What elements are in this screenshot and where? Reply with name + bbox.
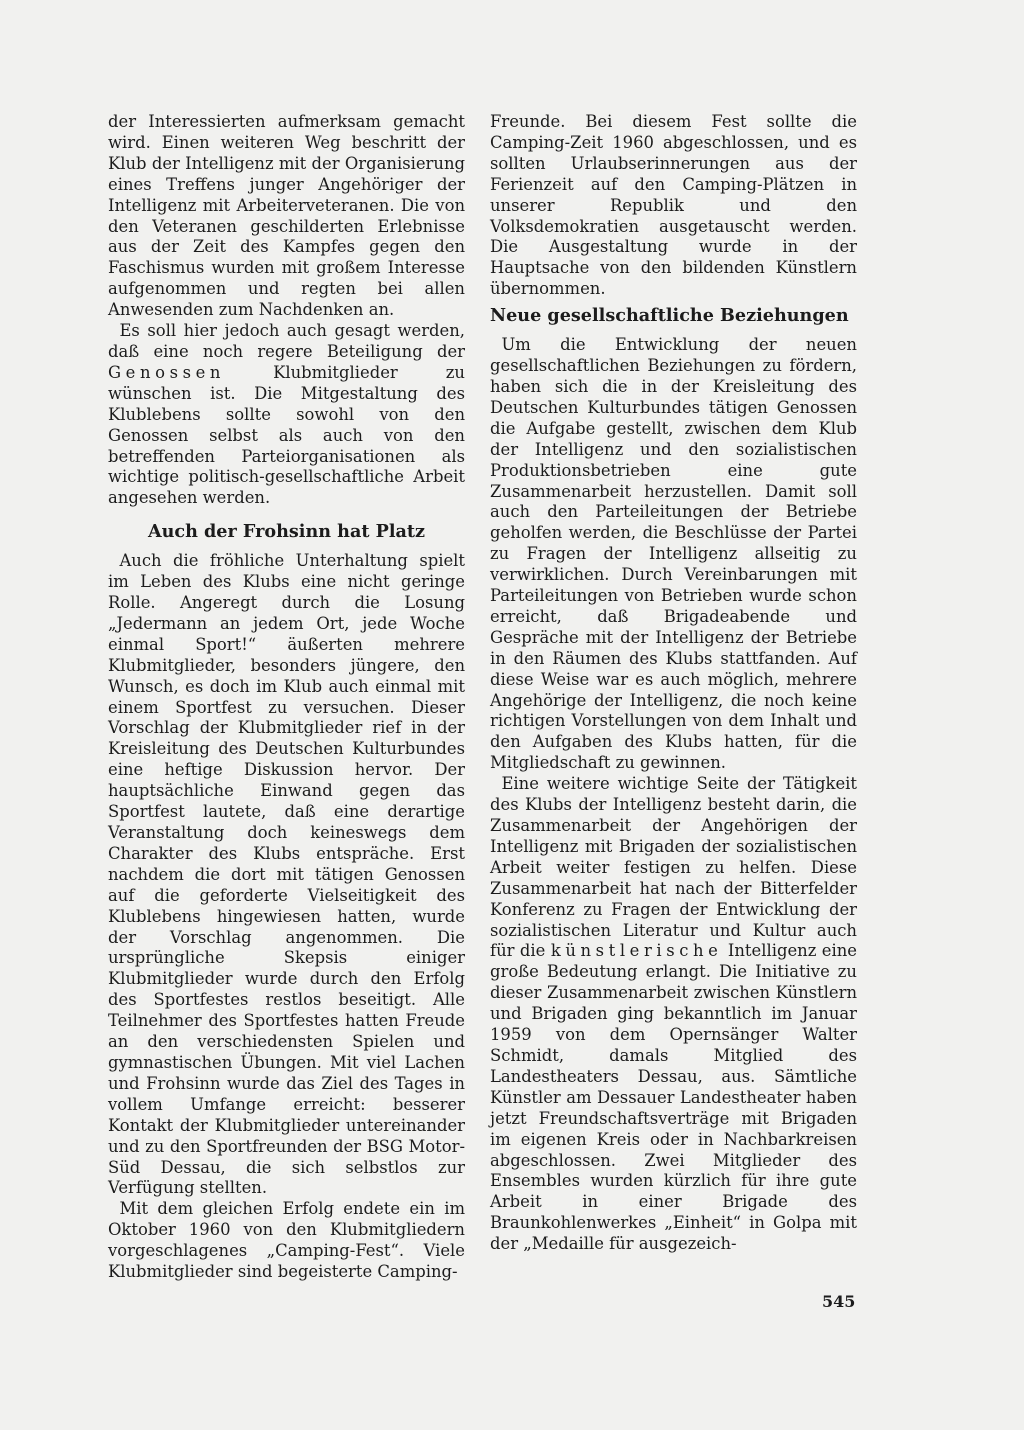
spaced-word: künstlerische (550, 941, 723, 961)
left-column (108, 112, 465, 1283)
paragraph: Auch die fröhliche Unterhaltung spielt im Leben des Klubs eine nicht geringe Rolle. Angeregt durch die Losung „Jedermann an jedem Ort, jede Woche einmal Sport!“ äußerten mehrere Klubmitglieder, besonders jüngere, den Wunsch, es doch im Klub auch einmal mit einem Sportfest zu versuchen. Dieser Vorschlag der Klubmitglieder rief in der Kreisleitung des Deutschen Kulturbundes eine heftige Diskussion hervor. Der hauptsächliche Einwand gegen das Sportfest lautete, daß eine derartige Veranstaltung doch keineswegs dem Charakter des Klubs entspräche. Erst nachdem die dort mit tätigen Genossen auf die geforderte Vielseitigkeit des Klublebens hingewiesen hatten, wurde der Vorschlag angenommen. Die ursprüngliche Skepsis einiger Klubmitglieder wurde durch den Erfolg des Sportfestes restlos beseitigt. Alle Teilnehmer des Sportfestes hatten Freude an den verschiedensten Spielen und gymnastischen Übungen. Mit viel Lachen und Frohsinn wurde das Ziel des Tages in vollem Umfange erreicht: besserer Kontakt der Klubmitglieder untereinander und zu den Sportfreunden der BSG Motor-Süd Dessau, die sich selbstlos zur Verfügung stellten. (108, 551, 465, 1198)
spaced-word: Genossen (108, 362, 226, 382)
paragraph-text: Es soll hier jedoch auch gesagt werden, daß eine noch regere Beteiligung der (108, 321, 465, 361)
paragraph-text: Intelligenz eine große Bedeutung erlangt. Die Initiative zu dieser Zusammenarbeit zwischen Künstlern und Brigaden ging bekanntlich im Januar 1959 von dem Opernsänger Walter Schmidt, damals Mitglied des Landestheaters Dessau, aus. Sämtliche Künstler am Dessauer Landestheater haben jetzt Freundschaftsverträge mit Brigaden im eigenen Kreis oder in Nachbarkreisen abgeschlossen. Zwei Mitglieder des Ensembles wurden kürzlich für ihre gute Arbeit in einer Brigade des Braunkohlenwerkes „Einheit“ in Golpa mit der „Medaille für ausgezeich- (490, 941, 857, 1254)
paragraph-text: Eine weitere wichtige Seite der Tätigkeit des Klubs der Intelligenz besteht darin, die Zusammenarbeit der Angehörigen der Intelligenz mit Brigaden der sozialistischen Arbeit weiter festigen zu helfen. Diese Zusammenarbeit hat nach der Bitterfelder Konferenz zu Fragen der Entwicklung der sozialistischen Literatur und Kultur auch für die (490, 774, 857, 961)
section-heading: Neue gesellschaftliche Beziehungen (490, 305, 849, 327)
paragraph: Mit dem gleichen Erfolg endete ein im Oktober 1960 von den Klubmitgliedern vorgeschlagenes „Camping-Fest“. Viele Klubmitglieder sind begeisterte Camping- (108, 1199, 465, 1282)
paragraph-text: Klubmitglieder zu wünschen ist. Die Mitgestaltung des Klublebens sollte sowohl von den Genossen selbst als auch von den betreffenden Parteiorganisationen als wichtige politisch-gesellschaftliche Arbeit angesehen werden. (108, 362, 465, 508)
section-heading: Auch der Frohsinn hat Platz (147, 521, 426, 543)
paragraph (108, 321, 465, 509)
page-number: 545 (822, 1292, 856, 1311)
paragraph: Freunde. Bei diesem Fest sollte die Camping-Zeit 1960 abgeschlossen, und es sollten Urlaubserinnerungen aus der Ferienzeit auf den Camping-Plätzen in unserer Republik und den Volksdemokratien ausgetauscht werden. Die Ausgestaltung wurde in der Hauptsache von den bildenden Künstlern übernommen. (490, 112, 857, 299)
paragraph: der Interessierten aufmerksam gemacht wird. Einen weiteren Weg beschritt der Klub der Intelligenz mit der Organisierung eines Treffens junger Angehöriger der Intelligenz mit Arbeiterveteranen. Die von den Veteranen geschilderten Erlebnisse aus der Zeit des Kampfes gegen den Faschismus wurden mit großem Interesse aufgenommen und regten bei allen Anwesenden zum Nachdenken an. (108, 112, 465, 320)
right-column (490, 112, 857, 1255)
paragraph (490, 774, 857, 1255)
paragraph: Um die Entwicklung der neuen gesellschaftlichen Beziehungen zu fördern, haben sich die in der Kreisleitung des Deutschen Kulturbundes tätigen Genossen die Aufgabe gestellt, zwischen dem Klub der Intelligenz und den sozialistischen Produktionsbetrieben eine gute Zusammenarbeit herzustellen. Damit soll auch den Parteileitungen der Betriebe geholfen werden, die Beschlüsse der Partei zu Fragen der Intelligenz allseitig zu verwirklichen. Durch Vereinbarungen mit Parteileitungen von Betrieben wurde schon erreicht, daß Brigadeabende und Gespräche mit der Intelligenz der Betriebe in den Räumen des Klubs stattfanden. Auf diese Weise war es auch möglich, mehrere Angehörige der Intelligenz, die noch keine richtigen Vorstellungen von dem Inhalt und den Aufgaben des Klubs hatten, für die Mitgliedschaft zu gewinnen. (490, 335, 857, 773)
